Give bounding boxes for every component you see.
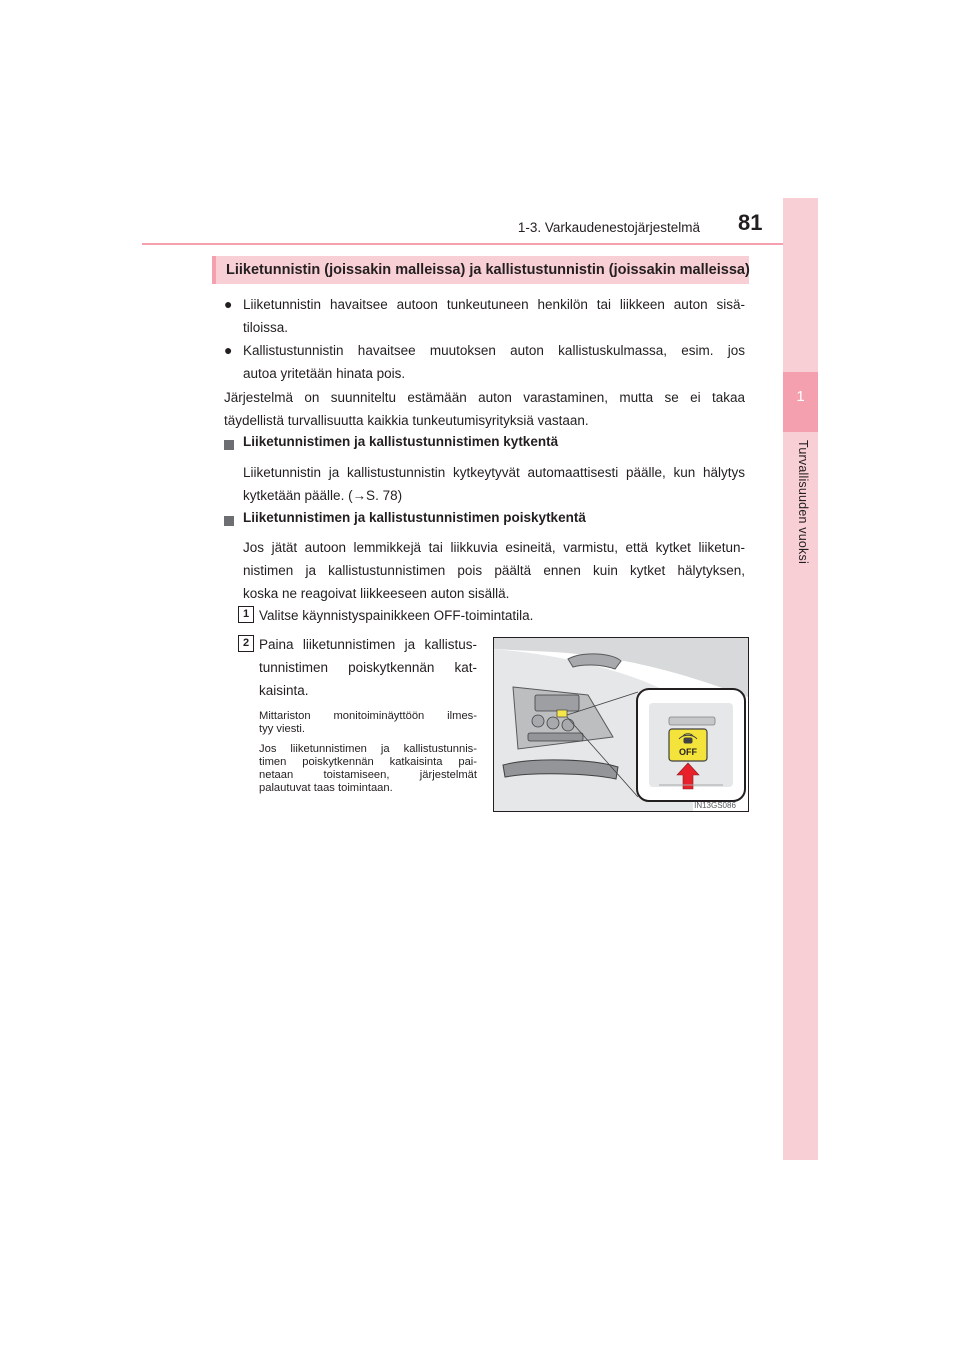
overhead-console-illustration — [493, 637, 749, 812]
section-title: Liiketunnistin (joissakin malleissa) ja kallistustunnistin (joissakin malleissa) — [212, 256, 749, 284]
square-bullet-icon — [224, 440, 234, 450]
step-number-badge: 2 — [238, 635, 254, 652]
step-text: Valitse käynnistyspainikkeen OFF-toimintatila. — [259, 608, 534, 623]
intro-paragraph: Järjestelmä on suunniteltu estämään auton varastaminen, mutta se ei takaa täydellistä turvallisuutta kaikkia tunkeutumisyrityksiä vastaan. — [224, 390, 745, 428]
running-header: 1-3. Varkaudenestojärjestelmä — [517, 220, 700, 235]
step-note: Mittariston monitoiminäyttöön ilmes- tyy viesti. — [259, 710, 477, 735]
bullet-icon: ● — [224, 296, 233, 312]
subsection-text: Jos jätät autoon lemmikkejä tai liikkuvia esineitä, varmistu, että kytket liiketun- nistimen ja kallistustunnistimen pois päältä ennen kuin kytket hälytyksen, koska ne reagoivat liikkeeseen auton sisällä. — [243, 540, 745, 601]
chapter-sidebar — [783, 198, 818, 1160]
step-text: Paina liiketunnistimen ja kallistus- tunnistimen poiskytkennän kat- kaisinta. — [259, 637, 477, 698]
subsection-title: Liiketunnistimen ja kallistustunnistimen poiskytkentä — [243, 510, 586, 525]
page-number: 81 — [738, 210, 763, 235]
bullet-icon: ● — [224, 342, 233, 358]
step-note: Jos liiketunnistimen ja kallistustunnis- timen poiskytkennän katkaisinta pai- netaan toistamiseen, järjestelmät palautuvat taas toimintaan. — [259, 743, 477, 794]
subsection-title: Liiketunnistimen ja kallistustunnistimen kytkentä — [243, 434, 559, 449]
figure-code: IN13GS086 — [694, 801, 736, 810]
bullet-text: Liiketunnistin havaitsee autoon tunkeutuneen henkilön tai liikkeen auton sisä- tiloissa. — [243, 297, 745, 335]
subsection-text: Liiketunnistin ja kallistustunnistin kytkeytyvät automaattisesti päälle, kun hälytys kytketään päälle. (→S. 78) — [243, 465, 745, 503]
chapter-number: 1 — [796, 388, 805, 405]
bullet-text: Kallistustunnistin havaitsee muutoksen auton kallistuskulmassa, esim. jos autoa yritetään hinata pois. — [243, 343, 745, 381]
chapter-title: Turvallisuuden vuoksi — [796, 440, 810, 564]
off-button-label: OFF — [679, 747, 697, 757]
square-bullet-icon — [224, 516, 234, 526]
header-divider — [142, 243, 818, 245]
step-number-badge: 1 — [238, 606, 254, 623]
